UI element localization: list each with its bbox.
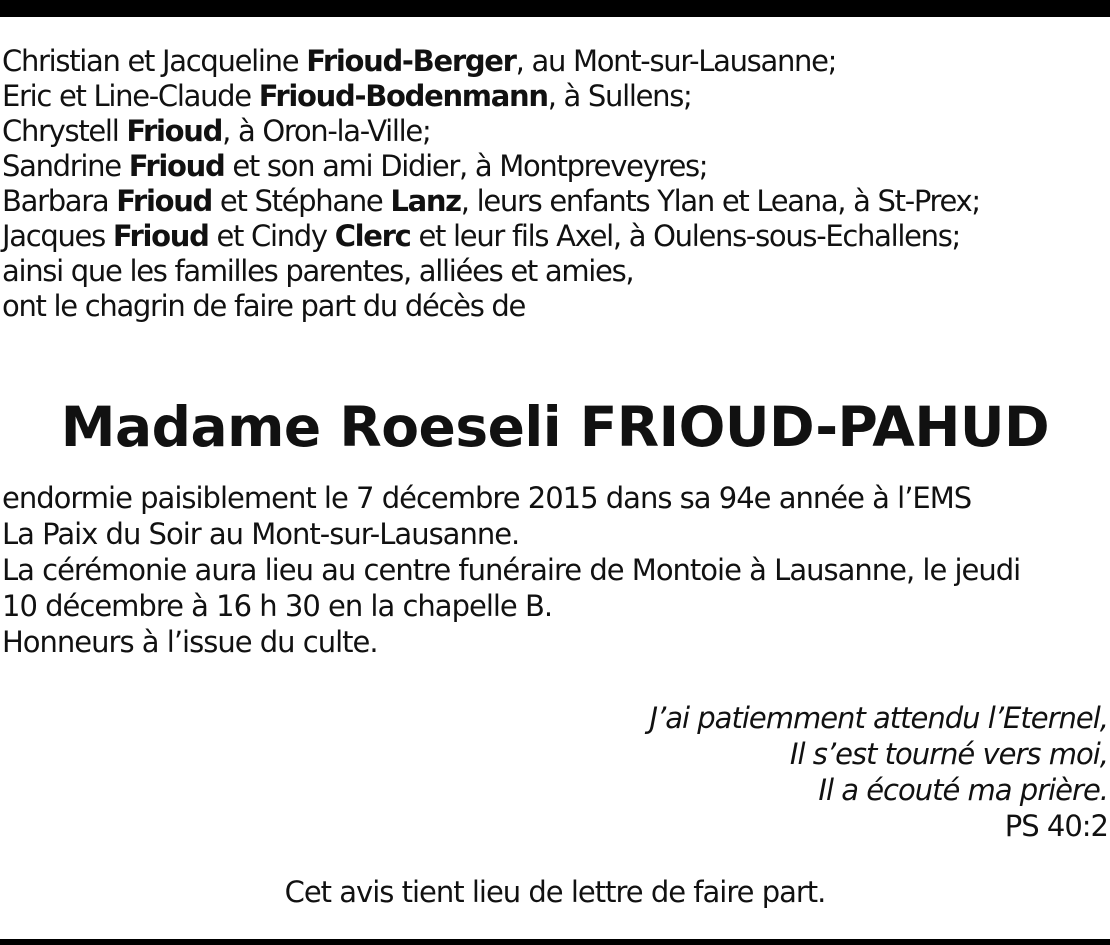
body-line: La cérémonie aura lieu au centre funéraire de Montoie à Lausanne, le jeudi	[2, 553, 1021, 587]
family-surname: Lanz	[390, 184, 461, 218]
family-surname: Frioud	[116, 184, 213, 218]
family-line: ainsi que les familles parentes, alliées et amies,	[2, 254, 634, 288]
family-surname: Frioud	[128, 149, 225, 183]
verse-line: Il a écouté ma prière.	[818, 773, 1108, 807]
family-line: Barbara Frioud et Stéphane Lanz, leurs enfants Ylan et Leana, à St-Prex;	[2, 184, 980, 218]
family-surname: Frioud	[126, 114, 223, 148]
deceased-name: Madame Roeseli FRIOUD-PAHUD	[60, 395, 1050, 459]
body-line: 10 décembre à 16 h 30 en la chapelle B.	[2, 589, 553, 623]
body-line: endormie paisiblement le 7 décembre 2015 dans sa 94e année à l’EMS	[2, 481, 972, 515]
verse-reference: PS 40:2	[1004, 809, 1108, 843]
family-surname: Frioud-Bodenmann	[258, 79, 548, 113]
family-list	[2, 44, 1108, 324]
family-line: Chrystell Frioud, à Oron-la-Ville;	[2, 114, 431, 148]
body-line: La Paix du Soir au Mont-sur-Lausanne.	[2, 517, 520, 551]
closing-note: Cet avis tient lieu de lettre de faire part.	[284, 875, 826, 909]
bottom-rule	[0, 939, 1110, 945]
family-surname: Frioud	[112, 219, 209, 253]
family-surname: Frioud-Berger	[306, 44, 516, 78]
family-surname: Clerc	[334, 219, 411, 253]
announcement-body	[2, 480, 1110, 660]
body-line: Honneurs à l’issue du culte.	[2, 625, 378, 659]
bible-verse	[649, 700, 1108, 844]
top-rule	[0, 0, 1110, 17]
verse-line: J’ai patiemment attendu l’Eternel,	[649, 701, 1108, 735]
family-line: Eric et Line-Claude Frioud-Bodenmann, à Sullens;	[2, 79, 692, 113]
family-line: ont le chagrin de faire part du décès de	[2, 289, 526, 323]
family-line: Sandrine Frioud et son ami Didier, à Montpreveyres;	[2, 149, 708, 183]
verse-line: Il s’est tourné vers moi,	[789, 737, 1108, 771]
family-line: Christian et Jacqueline Frioud-Berger, au Mont-sur-Lausanne;	[2, 44, 837, 78]
family-line: Jacques Frioud et Cindy Clerc et leur fils Axel, à Oulens-sous-Echallens;	[2, 219, 961, 253]
